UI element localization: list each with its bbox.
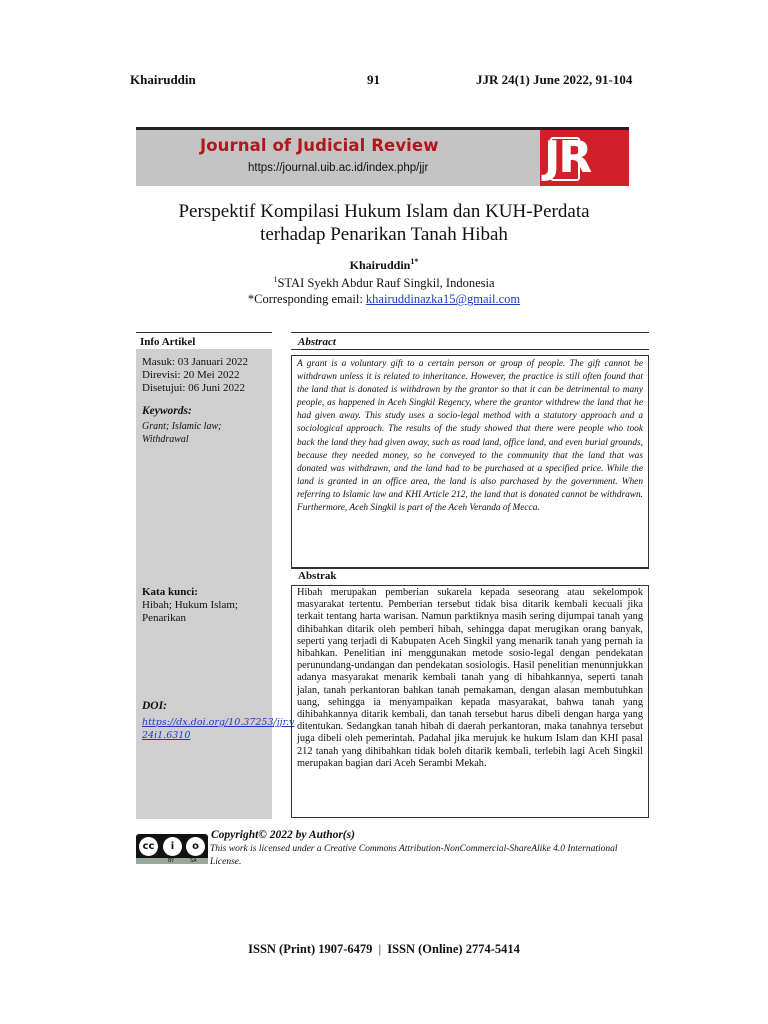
abstract-english-box [291, 355, 649, 568]
article-author [0, 257, 768, 273]
keywords-line2: Withdrawal [142, 434, 189, 445]
keywords-line1: Grant; Islamic law; [142, 421, 222, 432]
corresponding-prefix: *Corresponding email: [247, 292, 366, 307]
author-name: Khairuddin [349, 258, 411, 272]
issn-online: ISSN (Online) 2774-5414 [387, 942, 520, 956]
cc-by-sa-badge[interactable] [136, 834, 208, 864]
license-text: This work is licensed under a Creative Commons Attribution-NonCommercial-ShareAlike 4.0 International License. [210, 844, 618, 867]
issn-separator: | [378, 942, 382, 956]
accepted-date: Disetujui: 06 Juni 2022 [142, 382, 245, 394]
logo-text: JR [544, 132, 591, 183]
abstract-english-text: A grant is a voluntary gift to a certain person or group of people. The gift cannot be withdrawn unless it is related to inheritance. However, the practice is still often found that the land that is donated is withdrawn by the grantor so that it can be detrimental to many people, as happened in Aceh Singkil Regency, where the grantor withdrew the land that he had given away. This study uses a socio-legal method with a statutory approach and a sociological approach. The results of the study showed that there were people who took back the land they had given away, such as road land, office land, and even burial grounds, because they needed money, so he conveyed to the community that the land that was donated was withdrawn, and the land had to be purchased at a specified price. While the land is granted in an office area, the land is also purchased by the government. When referring to Islamic law and KHI Article 212, the land that is donated cannot be withdrawn. Furthermore, Aceh Singkil is part of the Aceh Veranda of Mecca. [297, 359, 643, 514]
info-top-rule [136, 332, 272, 333]
info-artikel-heading: Info Artikel [140, 336, 196, 348]
running-header-journal-ref: JJR 24(1) June 2022, 91-104 [476, 72, 633, 87]
abstract-top-rule [291, 332, 649, 333]
doi-title: DOI: [142, 700, 167, 712]
doi-link-line2[interactable]: 24i1.6310 [142, 730, 191, 741]
affiliation-superscript: 1 [273, 275, 278, 284]
running-header-author: Khairuddin [130, 72, 196, 87]
kata-kunci-line2: Penarikan [142, 612, 186, 624]
abstrak-heading: Abstrak [298, 570, 337, 582]
received-date: Masuk: 03 Januari 2022 [142, 356, 249, 368]
corresponding-email-link[interactable]: khairuddinazka15@gmail.com [365, 292, 521, 307]
abstract-heading: Abstract [298, 336, 336, 348]
kata-kunci-line1: Hibah; Hukum Islam; [142, 599, 238, 611]
by-person-icon: i [163, 837, 182, 856]
article-title-line1: Perspektif Kompilasi Hukum Islam dan KUH-Perdata [178, 201, 590, 222]
issn-footer [0, 942, 768, 957]
sa-label: SA [190, 858, 197, 864]
copyright-line: Copyright© 2022 by Author(s) [211, 829, 355, 841]
share-alike-icon: o [186, 837, 205, 856]
page-number: 91 [367, 72, 380, 87]
kata-kunci-title: Kata kunci: [142, 586, 198, 598]
abstrak-top-rule [291, 568, 649, 569]
article-title-line2: terhadap Penarikan Tanah Hibah [260, 224, 508, 245]
keywords-title: Keywords: [142, 405, 192, 417]
issn-print: ISSN (Print) 1907-6479 [248, 942, 373, 956]
author-superscript: 1* [410, 257, 419, 266]
journal-name: Journal of Judicial Review [200, 136, 439, 155]
abstract-indonesian-box [291, 585, 649, 818]
affiliation: STAI Syekh Abdur Rauf Singkil, Indonesia [277, 276, 495, 291]
abstract-indonesian-text: Hibah merupakan pemberian sukarela kepada seseorang atau sekelompok masyarakat tertentu. Pemberian tersebut tidak bisa ditarik kembali kecuali jika terkait tentang harta warisan. Namun parktiknya masih sering dijumpai tanah yang dihibahkan ditarik oleh pemberi hibah, sehingga dapat merugikan orang banyak, seperti yang terjadi di Kabupaten Aceh Singkil yang menarik tanah yang pernah ia hibahkan. Penelitian ini menggunakan metode sosio-legal dengan pendekatan perunundang-undangan dan pendekatan sosiologis. Hasil penelitian menunnjukkan adanya masyarakat menarik kembali tanah yang di hibahkannya, seperti tanah jalan, tanah perkantoran bahkan tanah pemakaman, dengan alasan membutuhkan uang, sehingga ia menyampaikan kepada masyarakat, bahwa tanah yang dihibahkannya ditarik kembali, dan tanah tersebut harus dibeli dengan harga yang ditentukan. Sedangkan tanah hibah di daerah perkantoran, maka tanahnya tersebut juga dibeli oleh pemerintah. Padahal jika merujuk ke hukum Islam dan KHI pasal 212 tanah yang dihibahkan tidak boleh ditarik kembali, terlebih lagi Aceh Singkil merupakan bagian dari Aceh Serambi Mekah. [297, 587, 643, 769]
by-label: BY [168, 858, 175, 864]
article-title [110, 200, 658, 246]
jjr-logo [540, 130, 629, 186]
journal-url[interactable]: https://journal.uib.ac.id/index.php/jjr [248, 162, 429, 174]
affiliation-block [0, 272, 768, 307]
journal-banner [136, 127, 629, 186]
doi-link-line1[interactable]: https://dx.doi.org/10.37253/jjr.v [142, 717, 295, 728]
revised-date: Direvisi: 20 Mei 2022 [142, 369, 240, 381]
cc-icon: cc [139, 837, 158, 856]
abstract-bottom-rule [291, 349, 649, 350]
